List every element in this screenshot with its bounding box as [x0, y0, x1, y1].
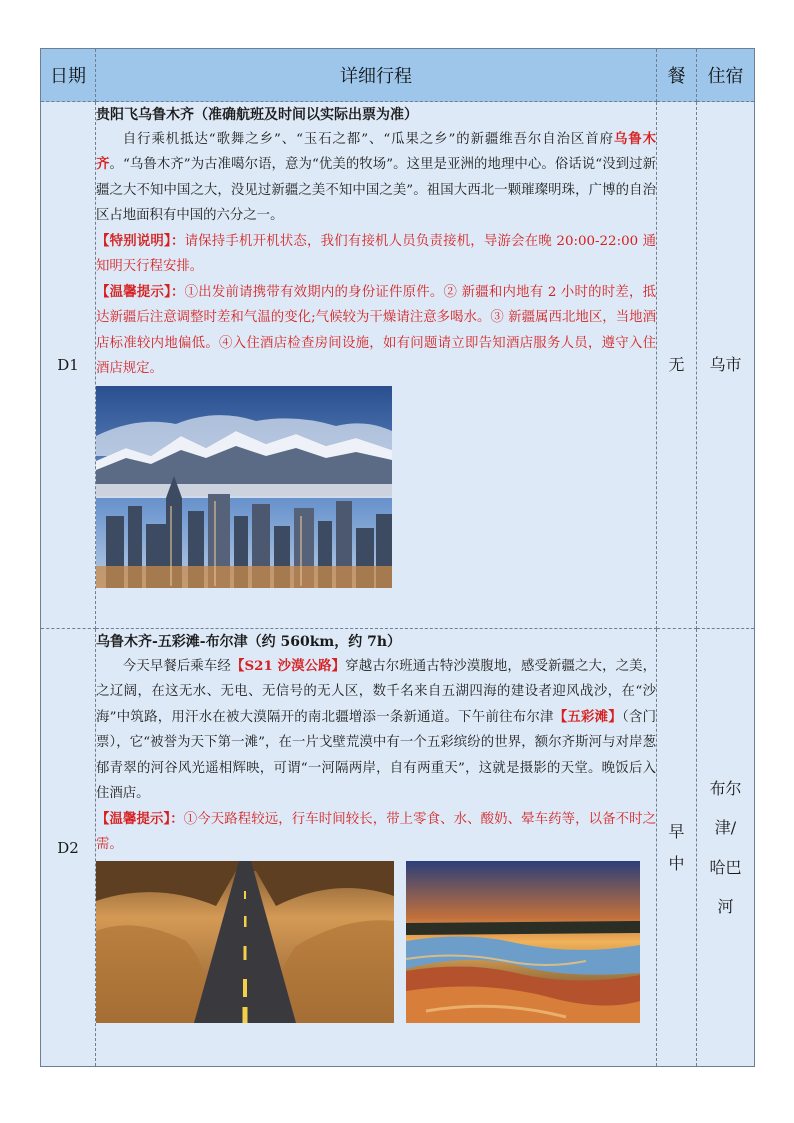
day1-meal: 无 — [657, 102, 697, 629]
day2-meal-breakfast: 早 — [668, 822, 685, 842]
day2-title: 乌鲁木齐-五彩滩-布尔津（约 560km，约 7h） — [96, 634, 402, 650]
header-detail: 详细行程 — [96, 49, 657, 102]
desert-highway-photo — [96, 861, 394, 1023]
day2-label: D2 — [41, 629, 96, 1067]
day2-warm-tips: 【温馨提示】：①今天路程较远，行车时间较长，带上零食、水、酸奶、晕车药等，以备不时之需。 — [96, 810, 656, 853]
wucaitan-river-photo — [406, 861, 640, 1023]
header-date: 日期 — [41, 49, 96, 102]
day1-special-note: 【特别说明】：请保持手机开机状态，我们有接机人员负责接机，导游会在晚 20:00-22:00 通知明天行程安排。 — [96, 232, 656, 275]
day1-detail — [96, 102, 657, 629]
day1-stay: 乌市 — [697, 102, 755, 629]
day1-city-highlight: 乌鲁木齐 — [96, 130, 656, 173]
header-meal: 餐 — [657, 49, 697, 102]
day1-row — [41, 102, 755, 629]
day1-description: 自行乘机抵达“歌舞之乡”、“玉石之都”、“瓜果之乡”的新疆维吾尔自治区首府乌鲁木齐。“乌鲁木齐”为古准噶尔语，意为“优美的牧场”。这里是亚洲的地理中心。俗话说“没到过新疆之大不知中国之大，没见过新疆之美不知中国之美”。祖国大西北一颗璀璨明珠，广博的自治区占地面积有中国的六分之一。 — [96, 130, 657, 224]
header-row — [41, 49, 755, 102]
day2-row — [41, 629, 755, 1067]
day1-label: D1 — [41, 102, 96, 629]
day2-description: 今天早餐后乘车经【S21 沙漠公路】穿越古尔班通古特沙漠腹地，感受新疆之大，之美，之辽阔，在这无水、无电、无信号的无人区，数千名来自五湖四海的建设者迎风战沙，在“沙海”中筑路，用汗水在被大漠隔开的南北疆增添一条新通道。下午前往布尔津【五彩滩】（含门票），它“被誉为天下第一滩”，在一片戈壁荒漠中有一个五彩缤纷的世界，额尔齐斯河与对岸葱郁青翠的河谷风光遥相辉映，可谓“一河隔两岸，自有两重天”，这就是摄影的天堂。晚饭后入住酒店。 — [96, 657, 657, 802]
s21-highway-highlight: 【S21 沙漠公路】 — [230, 657, 346, 674]
wucaitan-highlight: 【五彩滩】 — [553, 708, 622, 725]
day2-meal-lunch: 中 — [668, 853, 685, 873]
urumqi-city-photo — [96, 386, 392, 588]
itinerary-table — [40, 48, 755, 1067]
day2-meal — [657, 629, 697, 1067]
day1-warm-tips: 【温馨提示】：①出发前请携带有效期内的身份证件原件。② 新疆和内地有 2 小时的时差，抵达新疆后注意调整时差和气温的变化;气候较为干燥请注意多喝水。③ 新疆属西北地区，当地酒店标准较内地偏低。④入住酒店检查房间设施，如有问题请立即告知酒店服务人员，遵守入住酒店规定。 — [96, 283, 656, 377]
day1-title: 贵阳飞乌鲁木齐（准确航班及时间以实际出票为准） — [96, 107, 418, 123]
day2-detail — [96, 629, 657, 1067]
header-stay: 住宿 — [697, 49, 755, 102]
day2-stay: 布尔 津/ 哈巴 河 — [697, 629, 755, 1067]
day2-photos — [96, 861, 656, 1023]
